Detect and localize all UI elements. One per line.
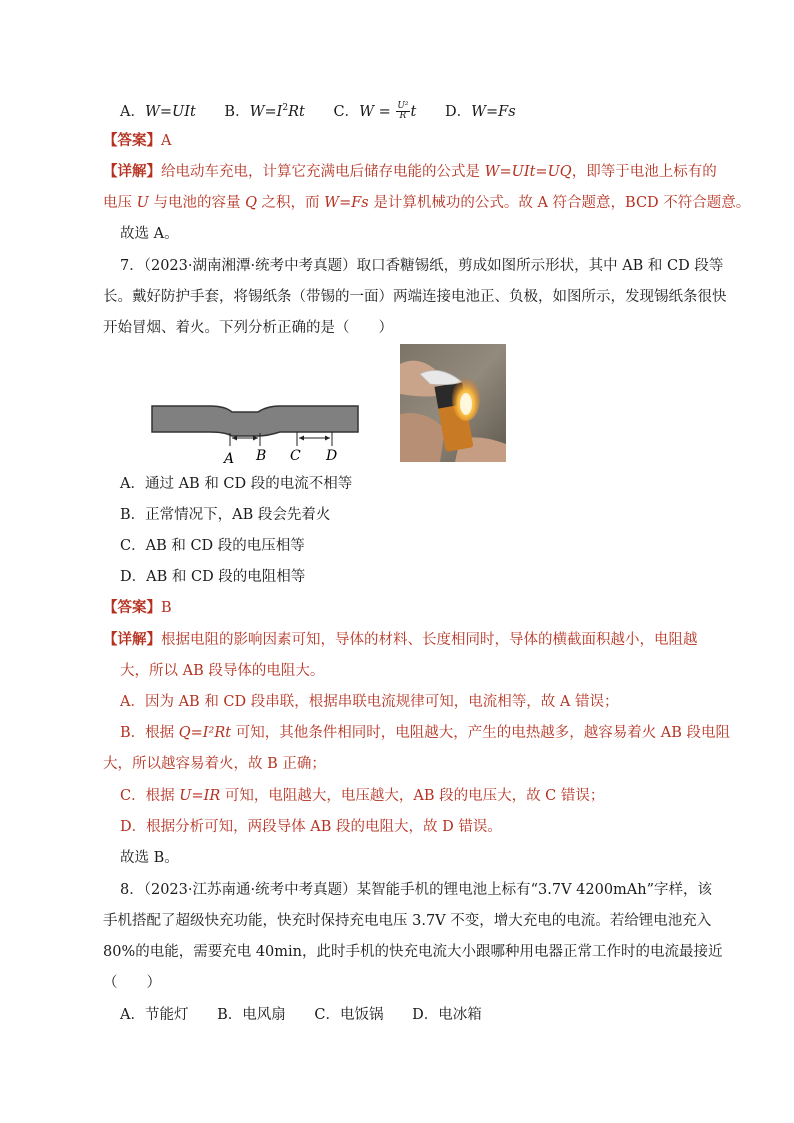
q7-stem-line-2: 长。戴好防护手套，将锡纸条（带锡的一面）两端连接电池正、负极，如图所示，发现锡纸条很快	[103, 289, 727, 305]
foil-strip-shape	[152, 406, 358, 436]
q8-option-c: C．电饭锅	[314, 1007, 384, 1023]
q7-option-c: C．AB 和 CD 段的电压相等	[120, 538, 305, 554]
cd-arrow-head-right	[325, 436, 330, 441]
q8-stem-line-1: 8．（2023·江苏南通·统考中考真题）某智能手机的锂电池上标有“3.7V 4200mAh”字样，该	[120, 882, 713, 898]
label-c: C	[290, 448, 301, 464]
battery-fire-photo	[400, 344, 506, 462]
q7-conclusion: 故选 B。	[120, 850, 179, 866]
label-b: B	[256, 448, 267, 464]
q7-option-d: D．AB 和 CD 段的电阻相等	[120, 569, 306, 585]
q7-detail-d: D．根据分析可知，两段导体 AB 段的电阻大，故 D 错误。	[120, 819, 502, 835]
q7-detail-line-3: A．因为 AB 和 CD 段串联，根据串联电流规律可知，电流相等，故 A 错误；	[120, 694, 619, 710]
cd-arrow-head-left	[299, 436, 304, 441]
q6-option-d: D．W=Fs	[444, 103, 516, 120]
q6-answer: 【答案】A	[103, 132, 172, 149]
q6-option-b: B．$W=I^2Rt$	[224, 103, 305, 120]
q8-stem-line-4: （ ）	[103, 975, 161, 991]
q6-detail-line-1: 【详解】给电动车充电，计算它充满电后储存电能的公式是 W=UIt=UQ，即等于电池上标有的	[103, 163, 717, 180]
q6-option-a: A．W=UIt	[120, 103, 196, 120]
q8-option-a: A．节能灯	[120, 1007, 189, 1023]
q8-option-b: B．电风扇	[217, 1007, 286, 1023]
q7-option-a: A．通过 AB 和 CD 段的电流不相等	[120, 476, 353, 492]
q7-option-b: B．正常情况下，AB 段会先着火	[120, 507, 331, 523]
q7-detail-line-1: 【详解】根据电阻的影响因素可知，导体的材料、长度相同时，导体的横截面积越小，电阻越	[103, 631, 698, 648]
q7-detail-c: C．根据 U=IR 可知，电阻越大，电压越大，AB 段的电压大，故 C 错误；	[120, 788, 605, 804]
label-a: A	[224, 451, 235, 467]
q8-option-d: D．电冰箱	[412, 1007, 482, 1023]
q6-option-c: C．W = $\frac{\text{U²}}{R}$ t	[333, 101, 417, 122]
foil-strip-diagram	[150, 402, 362, 470]
q7-stem-line-3: 开始冒烟、着火。下列分析正确的是（ ）	[103, 320, 393, 336]
q7-answer: 【答案】B	[103, 599, 172, 616]
label-d: D	[326, 448, 338, 464]
q8-stem-line-2: 手机搭配了超级快充功能，快充时保持充电电压 3.7V 不变，增大充电的电流。若给锂电池充入	[103, 913, 712, 929]
q7-detail-line-2: 大，所以 AB 段导体的电阻大。	[120, 663, 325, 679]
q7-detail-b-line-2: 大，所以越容易着火，故 B 正确；	[103, 756, 326, 772]
q7-detail-b: B．根据 Q=I²Rt 可知，其他条件相同时，电阻越大，产生的电热越多，越容易着火 AB 段电阻	[120, 725, 731, 741]
q6-detail-line-2: 电压 U 与电池的容量 Q 之积，而 W=Fs 是计算机械功的公式。故 A 符合题意，BCD 不符合题意。	[103, 195, 751, 211]
q7-stem-line-1: 7．（2023·湖南湘潭·统考中考真题）取口香糖锡纸，剪成如图所示形状，其中 AB 和 CD 段等	[120, 258, 724, 274]
q6-options	[120, 98, 540, 122]
q8-options	[120, 1005, 506, 1025]
q6-conclusion: 故选 A。	[120, 226, 179, 242]
q8-stem-line-3: 80%的电能，需要充电 40min，此时手机的快充电流大小跟哪种用电器正常工作时的电流最接近	[103, 944, 723, 960]
